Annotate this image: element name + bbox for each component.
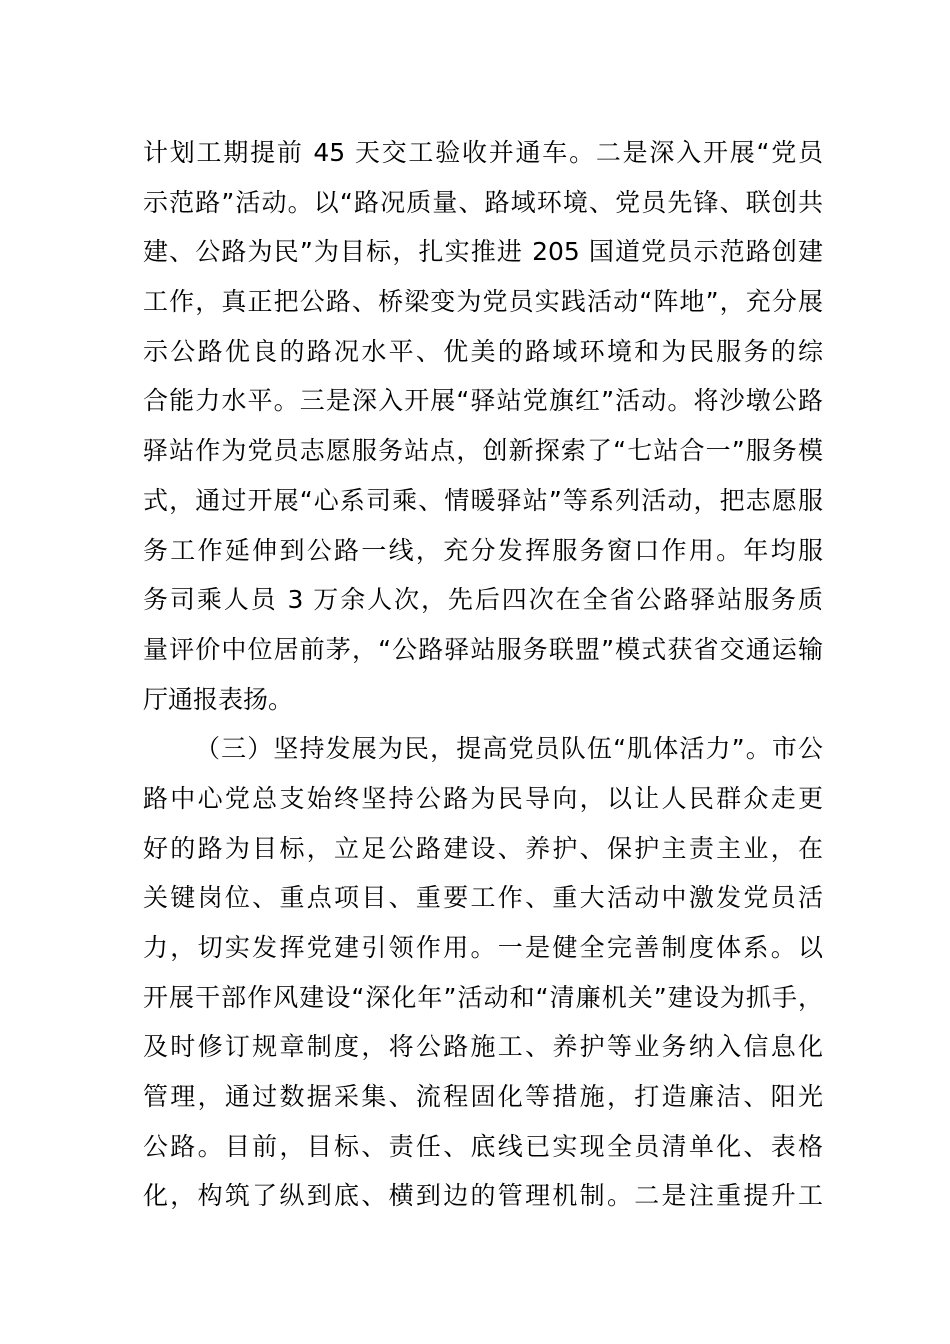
text-line: （三）坚持发展为民，提高党员队伍“肌体活力”。市公 <box>195 734 823 764</box>
text-line: 路中心党总支始终坚持公路为民导向，以让人民群众走更 <box>143 783 823 813</box>
text-line: 量评价中位居前茅，“公路驿站服务联盟”模式获省交通运输 <box>143 634 823 664</box>
text-line: 示公路优良的路况水平、优美的路域环境和为民服务的综 <box>143 336 823 366</box>
text-line: 力，切实发挥党建引领作用。一是健全完善制度体系。以 <box>143 933 823 962</box>
text-line: 计划工期提前 45 天交工验收并通车。二是深入开展“党员 <box>143 138 823 167</box>
text-line: 工作，真正把公路、桥梁变为党员实践活动“阵地”，充分展 <box>143 287 823 317</box>
text-line: 及时修订规章制度，将公路施工、养护等业务纳入信息化 <box>143 1032 823 1062</box>
text-line: 公路。目前，目标、责任、底线已实现全员清单化、表格 <box>143 1131 823 1161</box>
text-line: 建、公路为民”为目标，扎实推进 205 国道党员示范路创建 <box>143 237 823 267</box>
text-line: 驿站作为党员志愿服务站点，创新探索了“七站合一”服务模 <box>143 436 823 466</box>
text-line: 化，构筑了纵到底、横到边的管理机制。二是注重提升工 <box>143 1181 823 1211</box>
text-line: 合能力水平。三是深入开展“驿站党旗红”活动。将沙墩公路 <box>143 386 823 416</box>
text-line: 开展干部作风建设“深化年”活动和“清廉机关”建设为抓手， <box>143 982 823 1012</box>
text-line: 式，通过开展“心系司乘、情暖驿站”等系列活动，把志愿服 <box>143 485 823 515</box>
text-line: 好的路为目标，立足公路建设、养护、保护主责主业，在 <box>143 833 823 863</box>
text-line: 示范路”活动。以“路况质量、路域环境、党员先锋、联创共 <box>143 187 823 217</box>
text-line: 务司乘人员 3 万余人次，先后四次在全省公路驿站服务质 <box>143 585 823 615</box>
text-line: 关键岗位、重点项目、重要工作、重大活动中激发党员活 <box>143 883 823 913</box>
text-line: 厅通报表扬。 <box>143 684 294 714</box>
text-line: 管理，通过数据采集、流程固化等措施，打造廉洁、阳光 <box>143 1082 823 1112</box>
text-line: 务工作延伸到公路一线，充分发挥服务窗口作用。年均服 <box>143 535 823 565</box>
body-text <box>143 128 823 1221</box>
